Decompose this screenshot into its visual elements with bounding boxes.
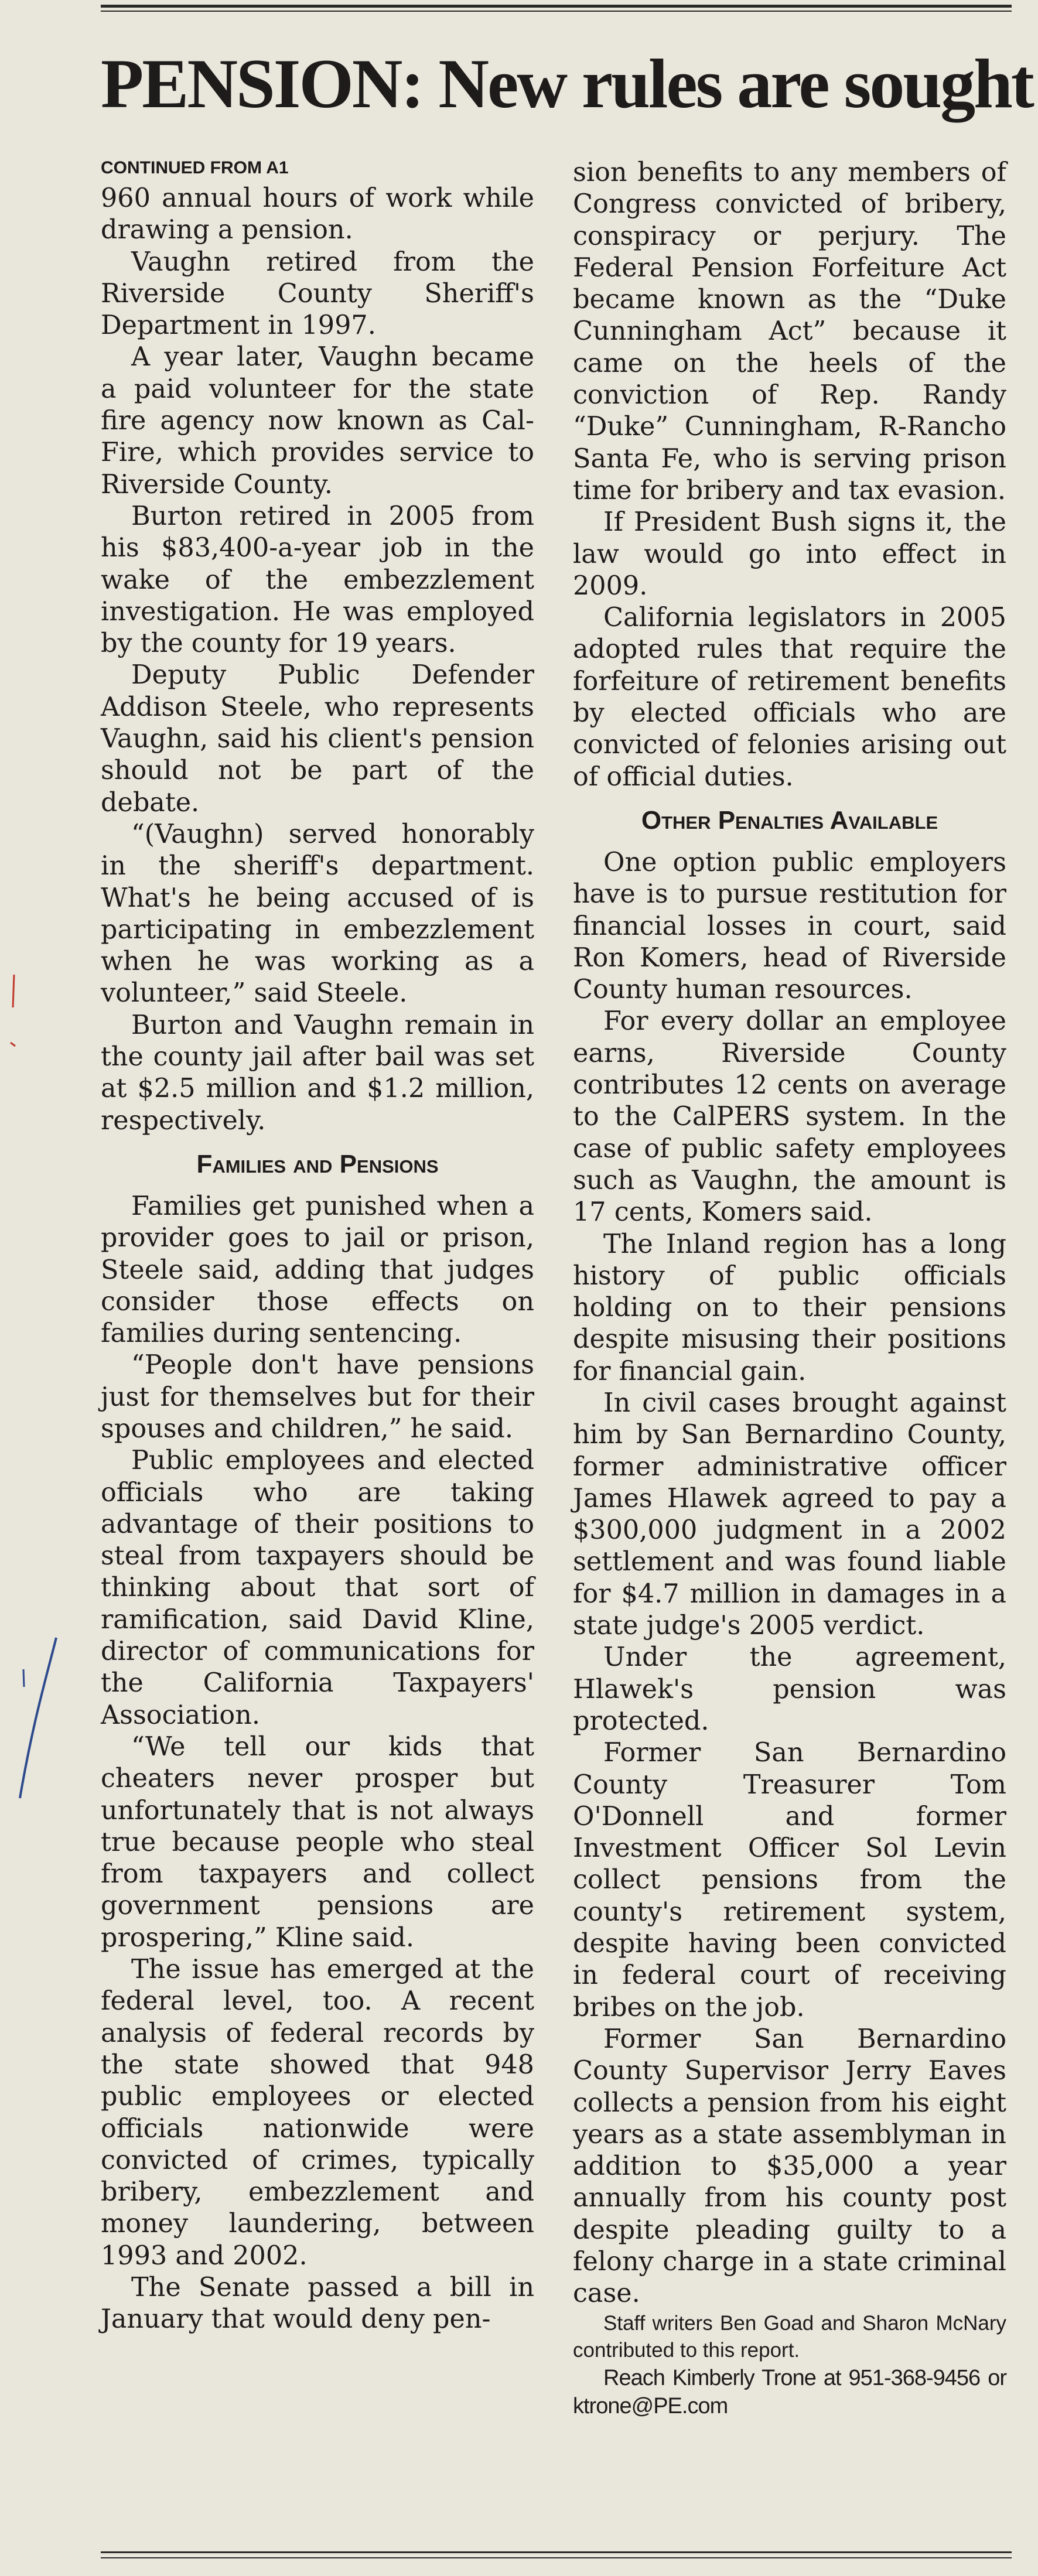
left-column	[101, 153, 534, 2336]
paragraph: Burton and Vaughn remain in the county jail after bail was set at $2.5 million and $1.2 million, respectively.	[101, 1010, 534, 1136]
paragraph: “(Vaughn) served honorably in the sheriff's department. What's he being accused of is participating in embezzlement when he was working as a volunteer,” said Steele.	[101, 819, 534, 1009]
paragraph: “We tell our kids that cheaters never prosper but unfortunately that is not always true because people who steal from taxpayers and collect government pensions are prospering,” Kline said.	[101, 1731, 534, 1953]
reporter-contact: Reach Kimberly Trone at 951-368-9456 or ktrone@PE.com	[573, 2365, 1006, 2418]
bottom-rule	[101, 2551, 1012, 2553]
paragraph: Former San Bernardino County Treasurer Tom O'Donnell and former Investment Officer Sol Levin collect pensions from the county's retirement system, despite having been convicted in federal court of receiving bribes on the job.	[573, 1738, 1006, 2022]
right-column	[573, 157, 1006, 2420]
paragraph: Public employees and elected officials who are taking advantage of their positions to steal from taxpayers should be thinking about that sort of ramification, said David Kline, director of communications for the California Taxpayers' Association.	[101, 1446, 534, 1730]
paragraph: Former San Bernardino County Supervisor Jerry Eaves collects a pension from his eight years as a state assemblyman in addition to $35,000 a year annually from his county post despite pleading guilty to a felony charge in a state criminal case.	[573, 2024, 1006, 2309]
subhead-other-penalties-available: Other Penalties Available	[641, 805, 938, 835]
paragraph: For every dollar an employee earns, Riverside County contributes 12 cents on average to the CalPERS system. In the case of public safety employees such as Vaughn, the amount is 17 cents, Komers said.	[573, 1006, 1006, 1228]
paragraph: Burton retired in 2005 from his $83,400-a-year job in the wake of the embezzlement investigation. He was employed by the county for 19 years.	[101, 501, 534, 659]
paragraph: The Senate passed a bill in January that would deny pen-	[101, 2273, 534, 2335]
paragraph: 960 annual hours of work while drawing a pension.	[101, 183, 534, 245]
headline: PENSION: New rules are sought	[101, 45, 1033, 122]
top-rule-thin	[101, 11, 1012, 12]
continued-from-label: CONTINUED FROM A1	[101, 158, 289, 177]
paragraph: One option public employers have is to pursue restitution for financial losses in court, said Ron Komers, head of Riverside County human resources.	[573, 847, 1006, 1005]
paragraph: Deputy Public Defender Addison Steele, who represents Vaughn, said his client's pension should not be part of the debate.	[101, 660, 534, 818]
paragraph: The issue has emerged at the federal level, too. A recent analysis of federal records by the state showed that 948 public employees or elected officials nationwide were convicted of crimes, typically bribery, embezzlement and money laundering, between 1993 and 2002.	[101, 1955, 534, 2271]
bottom-rule-thin	[101, 2557, 1012, 2558]
paragraph: If President Bush signs it, the law would go into effect in 2009.	[573, 507, 1006, 601]
red-margin-mark	[5, 972, 22, 1060]
subhead-families-and-pensions: Families and Pensions	[196, 1149, 439, 1178]
paragraph: Vaughn retired from the Riverside County Sheriff's Department in 1997.	[101, 247, 534, 341]
top-rule	[101, 5, 1012, 8]
paragraph: Families get punished when a provider goes to jail or prison, Steele said, adding that judges consider those effects on families during sentencing.	[101, 1191, 534, 1349]
paragraph: The Inland region has a long history of public officials holding on to their pensions despite misusing their positions for financial gain.	[573, 1229, 1006, 1386]
paragraph: sion benefits to any members of Congress convicted of bribery, conspiracy or perjury. The Federal Pension Forfeiture Act became known as the “Duke Cunningham Act” because it came on the heels of the conviction of Rep. Randy “Duke” Cunningham, R-Rancho Santa Fe, who is serving prison time for bribery and tax evasion.	[573, 158, 1006, 505]
paragraph: California legislators in 2005 adopted rules that require the forfeiture of retirement benefits by elected officials who are convicted of felonies arising out of official duties.	[573, 603, 1006, 792]
paragraph: A year later, Vaughn became a paid volunteer for the state fire agency now known as Cal-Fire, which provides service to Riverside County.	[101, 342, 534, 500]
paragraph: In civil cases brought against him by San Bernardino County, former administrative officer James Hlawek agreed to pay a $300,000 judgment in a 2002 settlement and was found liable for $4.7 million in damages in a state judge's 2005 verdict.	[573, 1388, 1006, 1641]
blue-margin-mark	[6, 1634, 59, 1804]
paragraph: “People don't have pensions just for themselves but for their spouses and children,” he said.	[101, 1350, 534, 1444]
staff-credit: Staff writers Ben Goad and Sharon McNary contributed to this report.	[573, 2311, 1006, 2362]
paragraph: Under the agreement, Hlawek's pension was protected.	[573, 1642, 1006, 1736]
